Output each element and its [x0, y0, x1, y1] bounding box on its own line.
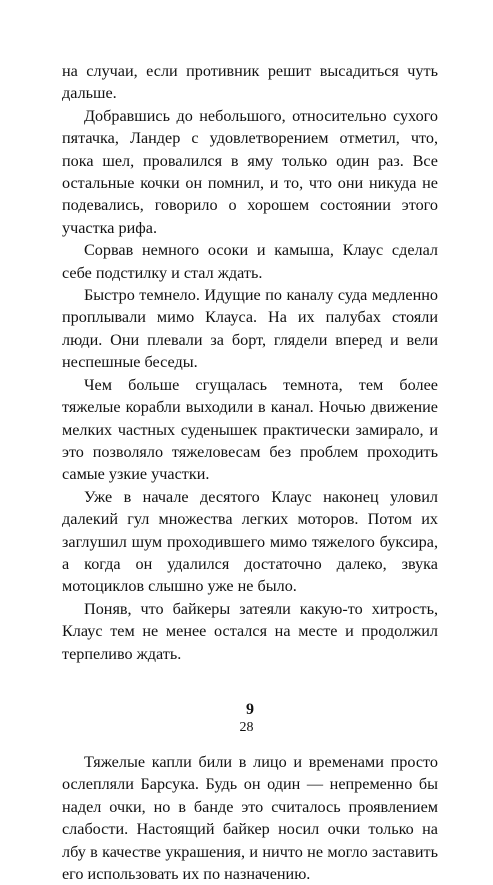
page-number: 28 [239, 720, 254, 735]
paragraph-6: Уже в начале десятого Клаус наконец уловил далекий гул множества легких моторов. Потом их заглушил шум проходившего мимо тяжелого буксира, а когда он удалился достаточно далеко, звука мотоциклов слышно уже не было. [62, 487, 438, 596]
paragraph-2: Добравшись до небольшого, относительно сухого пятачка, Ландер с удовлетворением отметил, что, пока шел, провалился в яму только один раз. Все остальные кочки он помнил, и то, что они никуда не подевались, говорило о хорошем состоянии этого участка рифа. [62, 106, 438, 237]
paragraph-8: Тяжелые капли били в лицо и временами просто ослепляли Барсука. Будь он один — непременно бы надел очки, но в банде это считалось проявлением слабости. Настоящий байкер носил очки только на лбу в качестве украшения, и ничто не могло заставить его использовать их по назначению. [62, 752, 438, 883]
paragraph-1: на случаи, если противник решит высадиться чуть дальше. [62, 62, 438, 103]
text-block-before [62, 60, 438, 665]
chapter-number: 9 [246, 700, 254, 718]
paragraph-5: Чем больше сгущалась темнота, тем более тяжелые корабли выходили в канал. Ночью движение мелких частных суденышек практически замирало, и это позволяло тяжеловесам без проблем проходить самые узкие участки. [62, 375, 438, 484]
text-block-after [62, 751, 438, 885]
paragraph-4: Быстро темнело. Идущие по каналу суда медленно проплывали мимо Клауса. На их палубах стояли люди. Они плевали за борт, глядели вперед и вели неспешные беседы. [62, 286, 438, 372]
page-body [62, 60, 438, 885]
paragraph-7: Поняв, что байкеры затеяли какую-то хитрость, Клаус тем не менее остался на месте и продолжил терпеливо ждать. [62, 599, 438, 663]
paragraph-3: Сорвав немного осоки и камыша, Клаус сделал себе подстилку и стал ждать. [62, 241, 438, 282]
